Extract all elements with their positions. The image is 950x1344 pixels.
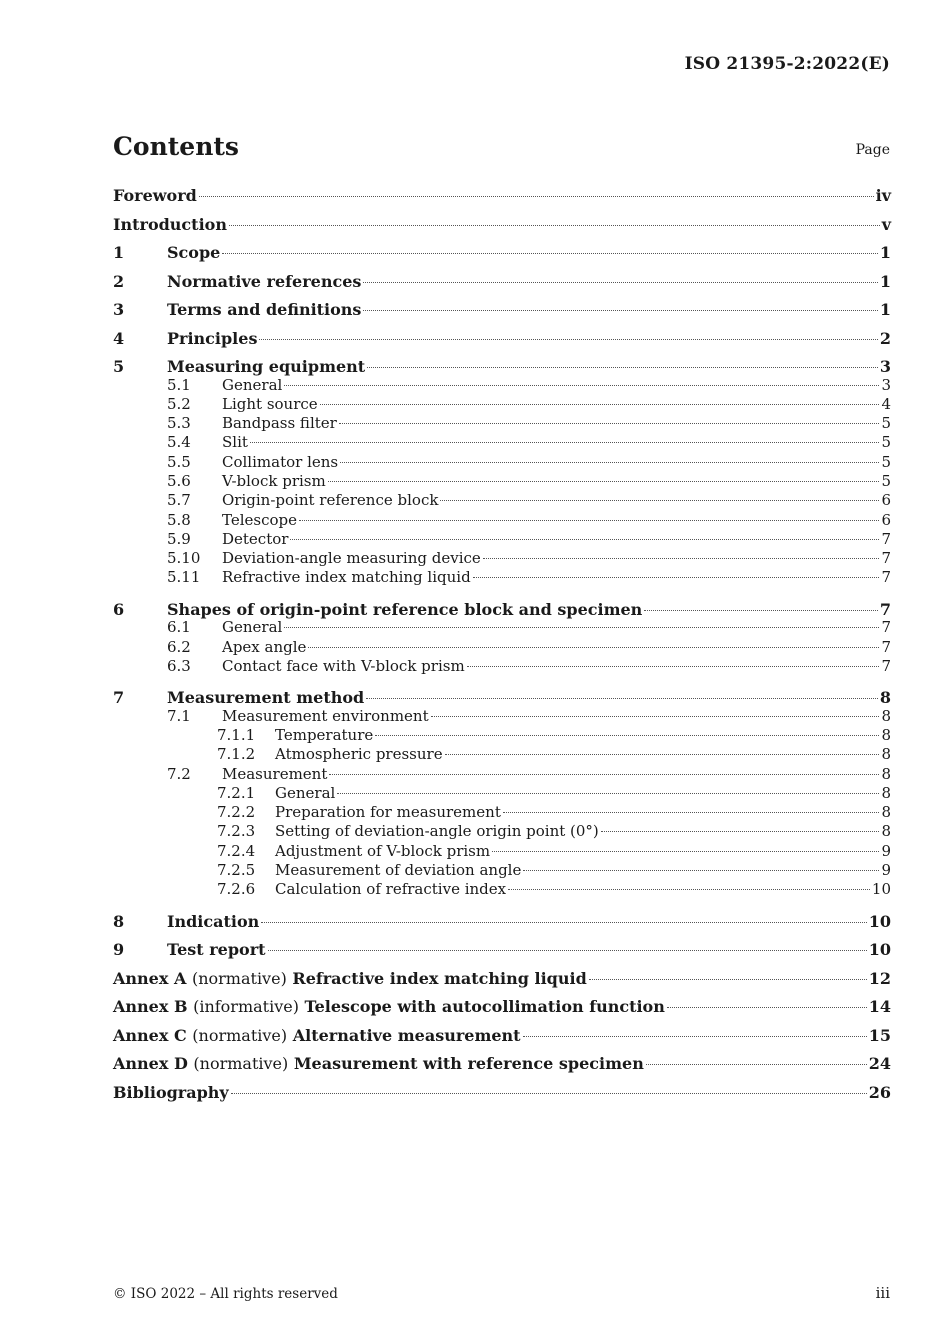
dot-leader	[290, 539, 879, 540]
toc-entry-page: 7	[881, 568, 891, 587]
dot-leader	[284, 627, 879, 628]
dot-leader	[366, 698, 878, 699]
toc-entry[interactable]	[113, 453, 891, 472]
toc-entry[interactable]	[113, 936, 891, 965]
toc-entry-title: Principles	[167, 328, 258, 348]
toc-entry[interactable]	[113, 414, 891, 433]
toc-entry-title: Scope	[167, 243, 221, 262]
toc-entry[interactable]	[113, 707, 891, 726]
toc-entry-page: 5	[881, 433, 891, 452]
toc-entry-number: 5.1	[167, 375, 191, 394]
toc-entry-title	[113, 993, 665, 1021]
toc-entry-page: 10	[871, 880, 891, 899]
toc-entry-title: Preparation for measurement	[275, 803, 501, 822]
toc-entry-title: Origin-point reference block	[222, 491, 439, 510]
toc-entry[interactable]	[113, 993, 891, 1022]
toc-entry-number: 5.6	[167, 471, 191, 490]
toc-entry-title: Bandpass filter	[222, 414, 337, 433]
toc-entry-page: 9	[881, 841, 891, 860]
toc-entry-number: 7.2	[167, 764, 191, 783]
toc-entry-title: Temperature	[275, 725, 374, 744]
toc-entry[interactable]	[113, 765, 891, 784]
dot-leader	[250, 442, 880, 443]
toc-entry[interactable]	[113, 726, 891, 745]
dot-leader	[440, 500, 879, 501]
toc-entry-number: 5.2	[167, 394, 191, 413]
page-column-label: Page	[855, 142, 890, 158]
toc-entry-number: 5.11	[167, 568, 201, 587]
dot-leader	[375, 735, 879, 736]
toc-entry-page: 7	[881, 656, 891, 675]
annex-label: Annex A	[113, 968, 187, 988]
toc-entry-page: 14	[868, 997, 891, 1017]
toc-entry[interactable]	[113, 182, 891, 211]
toc-entry-number: 6.3	[167, 656, 191, 675]
toc-entry-page: 1	[879, 243, 891, 262]
dot-leader	[231, 1093, 867, 1094]
toc-entry[interactable]	[113, 657, 891, 676]
dot-leader	[523, 870, 879, 871]
toc-entry-page: 3	[879, 357, 891, 376]
annex-title: Measurement with reference specimen	[293, 1054, 644, 1074]
dot-leader	[261, 922, 866, 923]
toc-entry-number: 4	[113, 328, 125, 348]
toc-entry-title: Telescope	[222, 510, 297, 529]
dot-leader	[508, 889, 870, 890]
toc-entry-page: 5	[881, 471, 891, 490]
toc-entry-number: 7	[113, 688, 125, 708]
annex-qualifier: (normative)	[193, 1054, 289, 1074]
annex-title: Alternative measurement	[292, 1025, 521, 1045]
toc-entry-page: 8	[881, 725, 891, 744]
page-number: iii	[875, 1284, 890, 1302]
dot-leader	[229, 225, 880, 226]
toc-entry-title	[113, 965, 587, 993]
toc-entry-number: 5.3	[167, 414, 191, 433]
toc-entry-page: iv	[875, 186, 891, 205]
toc-entry-number: 6.1	[167, 618, 191, 637]
toc-entry[interactable]	[113, 842, 891, 861]
dot-leader	[646, 1064, 867, 1065]
toc-entry-page: 5	[881, 414, 891, 433]
dot-leader	[308, 647, 879, 648]
dot-leader	[299, 520, 879, 521]
toc-entry-number: 5.9	[167, 529, 191, 548]
toc-entry[interactable]	[113, 745, 891, 764]
toc-entry-number: 6.2	[167, 637, 191, 656]
toc-entry[interactable]	[113, 1079, 891, 1108]
toc-entry-title: Calculation of refractive index	[275, 880, 507, 899]
toc-entry-page: 5	[881, 452, 891, 471]
document-id: ISO 21395-2:2022(E)	[684, 54, 890, 74]
toc-entry-title: General	[222, 618, 283, 637]
toc-entry-title: Measuring equipment	[167, 357, 366, 376]
toc-entry-title: Setting of deviation-angle origin point (0°)	[275, 822, 599, 841]
toc-entry-title: Bibliography	[113, 1082, 229, 1102]
copyright-notice: © ISO 2022 – All rights reserved	[113, 1286, 338, 1302]
toc-entry-page: 2	[879, 328, 891, 348]
dot-leader	[467, 666, 880, 667]
toc-entry-page: 6	[881, 510, 891, 529]
toc-entry-page: 8	[881, 764, 891, 783]
toc-entry-title	[113, 1050, 644, 1078]
toc-entry[interactable]	[113, 433, 891, 452]
toc-entry-page: 7	[881, 637, 891, 656]
annex-label: Annex D	[113, 1054, 188, 1074]
toc-entry-page: 7	[881, 618, 891, 637]
toc-entry-page: 7	[881, 549, 891, 568]
toc-entry[interactable]	[113, 861, 891, 880]
toc-entry-page: 8	[881, 745, 891, 764]
dot-leader	[431, 716, 880, 717]
dot-leader	[363, 310, 877, 311]
dot-leader	[199, 196, 874, 197]
toc-entry-page: 9	[881, 861, 891, 880]
annex-label: Annex C	[113, 1025, 187, 1045]
toc-entry-page: 8	[881, 822, 891, 841]
toc-entry-number: 1	[113, 243, 125, 262]
toc-entry-title: Measurement method	[167, 688, 365, 708]
toc-entry-title: Measurement environment	[222, 706, 429, 725]
toc-entry-page: 1	[879, 271, 891, 291]
toc-entry-page: 24	[868, 1054, 891, 1074]
toc-entry[interactable]	[113, 549, 891, 568]
toc-entry-number: 7.2.6	[217, 880, 256, 899]
toc-entry-number: 5.4	[167, 433, 191, 452]
dot-leader	[601, 831, 880, 832]
toc-entry[interactable]	[113, 296, 891, 325]
toc-entry-number: 3	[113, 300, 125, 319]
toc-entry-page: 8	[881, 706, 891, 725]
toc-entry-title: Foreword	[113, 186, 197, 205]
toc-entry[interactable]	[113, 211, 891, 240]
toc-entry-number: 5.10	[167, 549, 201, 568]
toc-entry-number: 7.2.2	[217, 803, 256, 822]
toc-entry[interactable]	[113, 803, 891, 822]
toc-entry-title: Indication	[167, 911, 260, 931]
toc-entry[interactable]	[113, 568, 891, 587]
toc-entry-number: 9	[113, 940, 125, 960]
toc-entry-page: 15	[868, 1025, 891, 1045]
toc-entry-page: 10	[868, 911, 891, 931]
table-of-contents	[113, 182, 891, 1107]
toc-entry-title: V-block prism	[222, 471, 326, 490]
toc-entry-title: Contact face with V-block prism	[222, 656, 465, 675]
toc-entry-number: 7.2.4	[217, 841, 256, 860]
toc-entry[interactable]	[113, 268, 891, 297]
dot-leader	[589, 979, 867, 980]
dot-leader	[284, 385, 879, 386]
toc-entry-title: Adjustment of V-block prism	[275, 841, 491, 860]
annex-label: Annex B	[113, 997, 188, 1017]
toc-entry-number: 7.2.1	[217, 783, 256, 802]
toc-entry-title: Normative references	[167, 271, 362, 291]
toc-entry[interactable]	[113, 376, 891, 395]
toc-entry-page: 8	[881, 783, 891, 802]
dot-leader	[483, 558, 880, 559]
toc-entry[interactable]	[113, 784, 891, 803]
toc-entry-number: 7.1	[167, 706, 191, 725]
dot-leader	[259, 339, 877, 340]
annex-qualifier: (informative)	[193, 997, 299, 1017]
toc-entry-number: 5.8	[167, 510, 191, 529]
toc-entry-title: Apex angle	[222, 637, 307, 656]
dot-leader	[492, 851, 879, 852]
toc-entry-title: Terms and definitions	[167, 300, 362, 319]
toc-entry-title: Measurement	[222, 764, 328, 783]
toc-entry-page: 12	[868, 968, 891, 988]
toc-entry-title: Refractive index matching liquid	[222, 568, 471, 587]
toc-entry-page: 10	[868, 940, 891, 960]
toc-entry-title: Collimator lens	[222, 452, 339, 471]
toc-entry-page: 3	[881, 375, 891, 394]
dot-leader	[523, 1036, 867, 1037]
toc-entry-number: 5.7	[167, 491, 191, 510]
dot-leader	[320, 404, 880, 405]
annex-title: Refractive index matching liquid	[292, 968, 587, 988]
toc-entry[interactable]	[113, 965, 891, 994]
dot-leader	[328, 481, 880, 482]
toc-entry-number: 7.2.3	[217, 822, 256, 841]
dot-leader	[268, 950, 867, 951]
toc-entry[interactable]	[113, 491, 891, 510]
toc-entry-title: Slit	[222, 433, 248, 452]
toc-entry[interactable]	[113, 1050, 891, 1079]
toc-entry-title: Deviation-angle measuring device	[222, 549, 481, 568]
toc-entry-page: 6	[881, 491, 891, 510]
dot-leader	[329, 774, 879, 775]
annex-qualifier: (normative)	[191, 968, 287, 988]
toc-entry[interactable]	[113, 638, 891, 657]
toc-entry-page: 7	[879, 599, 891, 619]
toc-entry-number: 5.5	[167, 452, 191, 471]
toc-entry-title: Measurement of deviation angle	[275, 861, 522, 880]
toc-entry[interactable]	[113, 908, 891, 937]
toc-entry-page: 4	[881, 394, 891, 413]
toc-entry-number: 7.1.2	[217, 745, 256, 764]
toc-entry-number: 6	[113, 599, 125, 619]
dot-leader	[445, 754, 880, 755]
toc-entry-title: Detector	[222, 529, 289, 548]
toc-entry[interactable]	[113, 472, 891, 491]
dot-leader	[503, 812, 880, 813]
dot-leader	[337, 793, 879, 794]
toc-entry[interactable]	[113, 530, 891, 549]
toc-entry[interactable]	[113, 325, 891, 354]
toc-entry[interactable]	[113, 822, 891, 841]
dot-leader	[644, 610, 878, 611]
toc-entry-page: 8	[881, 803, 891, 822]
toc-entry-title: Introduction	[113, 214, 227, 234]
toc-entry-title: Shapes of origin-point reference block and specimen	[167, 599, 643, 619]
toc-entry-title	[113, 1022, 521, 1050]
toc-entry[interactable]	[113, 880, 891, 899]
toc-entry[interactable]	[113, 1022, 891, 1051]
toc-entry-number: 7.1.1	[217, 725, 256, 744]
dot-leader	[222, 253, 878, 254]
toc-entry-number: 5	[113, 357, 125, 376]
toc-entry-page: 8	[879, 688, 891, 708]
toc-entry-title: General	[275, 783, 336, 802]
toc-entry-page: 7	[881, 529, 891, 548]
toc-entry-title: General	[222, 375, 283, 394]
dot-leader	[667, 1007, 867, 1008]
toc-entry-number: 7.2.5	[217, 861, 256, 880]
annex-title: Telescope with autocollimation function	[304, 997, 665, 1017]
toc-entry-page: 26	[868, 1082, 891, 1102]
annex-qualifier: (normative)	[192, 1025, 288, 1045]
toc-entry[interactable]	[113, 511, 891, 530]
toc-entry-number: 8	[113, 911, 125, 931]
toc-entry[interactable]	[113, 395, 891, 414]
toc-entry-page: 1	[879, 300, 891, 319]
toc-entry-title: Light source	[222, 394, 318, 413]
dot-leader	[363, 282, 877, 283]
toc-entry-title: Test report	[167, 940, 266, 960]
dot-leader	[367, 367, 878, 368]
contents-heading: Contents	[113, 132, 240, 161]
dot-leader	[339, 423, 880, 424]
toc-entry-title: Atmospheric pressure	[275, 745, 443, 764]
dot-leader	[340, 462, 879, 463]
toc-entry-page: v	[881, 214, 891, 234]
toc-entry-number: 2	[113, 271, 125, 291]
dot-leader	[473, 577, 880, 578]
toc-entry[interactable]	[113, 239, 891, 268]
